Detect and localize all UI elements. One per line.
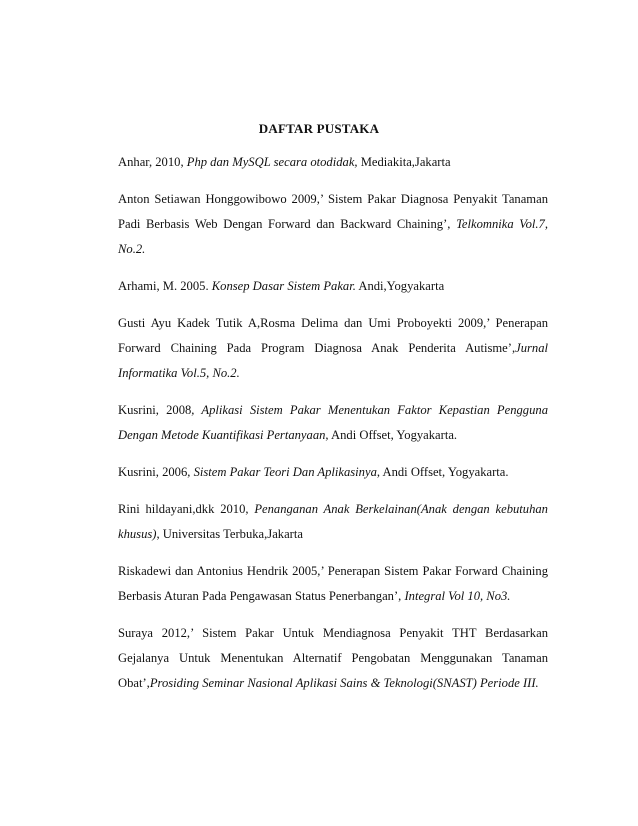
reference-entry xyxy=(118,497,548,547)
reference-entry xyxy=(118,311,548,386)
reference-italic-text: , Sistem Pakar Teori Dan Aplikasinya xyxy=(187,465,377,479)
reference-text: Anhar, 2010, xyxy=(118,155,187,169)
reference-italic-text: Jurnal Informatika Vol.5, No.2. xyxy=(118,341,548,380)
reference-entry xyxy=(118,398,548,448)
reference-text: Arhami, M. 2005. xyxy=(118,279,212,293)
reference-list xyxy=(118,150,548,708)
reference-text: , Universitas Terbuka,Jakarta xyxy=(156,527,303,541)
reference-italic-text: , Aplikasi Sistem Pakar Menentukan Faktor Kepastian Pengguna Dengan Metode Kuantifikasi Pertanyaan xyxy=(118,403,548,442)
reference-text: Gusti Ayu Kadek Tutik A,Rosma Delima dan Umi Proboyekti 2009,’ Penerapan Forward Chaining Pada Program Diagnosa Anak Penderita Autisme’, xyxy=(118,316,548,355)
reference-entry xyxy=(118,559,548,609)
reference-text: Anton Setiawan Honggowibowo 2009,’ Sistem Pakar Diagnosa Penyakit Tanaman Padi Berbasis Web Dengan Forward dan Backward Chaining’, xyxy=(118,192,548,231)
page-title: DAFTAR PUSTAKA xyxy=(258,121,380,136)
reference-italic-text: Prosiding Seminar Nasional Aplikasi Sains & Teknologi(SNAST) Periode III. xyxy=(149,676,539,690)
reference-text: Rini hildayani,dkk 2010, xyxy=(118,502,255,516)
reference-text: Mediakita,Jakarta xyxy=(357,155,451,169)
reference-text: , Andi Offset, Yogyakarta. xyxy=(376,465,509,479)
reference-entry xyxy=(118,460,548,485)
reference-text: Andi,Yogyakarta xyxy=(355,279,445,293)
reference-entry xyxy=(118,274,548,299)
reference-text: Riskadewi dan Antonius Hendrik 2005,’ Penerapan Sistem Pakar Forward Chaining Berbasis Aturan Pada Pengawasan Status Penerbangan’, xyxy=(118,564,548,603)
reference-entry xyxy=(118,187,548,262)
reference-italic-text: Telkomnika Vol.7, No.2. xyxy=(118,217,548,256)
reference-entry xyxy=(118,150,548,175)
reference-text: Kusrini, 2008 xyxy=(118,403,192,417)
reference-text: Suraya 2012,’ Sistem Pakar Untuk Mendiagnosa Penyakit THT Berdasarkan Gejalanya Untuk Menentukan Alternatif Pengobatan Menggunakan Tanaman Obat’, xyxy=(118,626,548,690)
reference-text: Kusrini, 2006 xyxy=(118,465,188,479)
reference-italic-text: Penanganan Anak Berkelainan(Anak dengan kebutuhan khusus) xyxy=(118,502,548,541)
reference-entry xyxy=(118,621,548,696)
reference-italic-text: Php dan MySQL secara otodidak, xyxy=(186,155,358,169)
reference-italic-text: Konsep Dasar Sistem Pakar. xyxy=(211,279,356,293)
reference-italic-text: Integral Vol 10, No3. xyxy=(404,589,511,603)
reference-text: , Andi Offset, Yogyakarta. xyxy=(325,428,458,442)
